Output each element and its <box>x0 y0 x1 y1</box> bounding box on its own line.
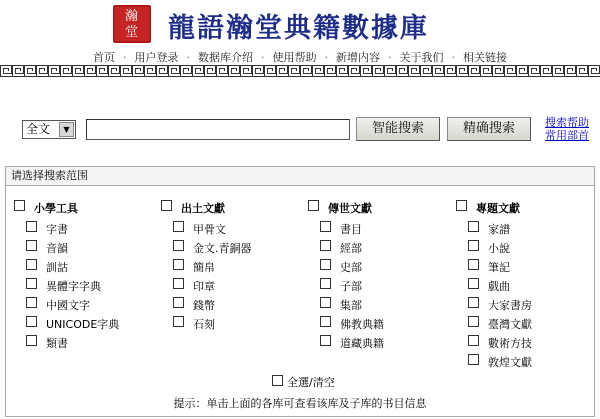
category-label[interactable]: 小學工具 <box>34 202 78 215</box>
category-label[interactable]: 傳世文獻 <box>328 202 372 215</box>
exact-search-button[interactable]: 精确搜索 <box>447 117 531 141</box>
subcategory-label[interactable]: UNICODE字典 <box>46 318 120 331</box>
logo-seal <box>113 5 151 43</box>
subcategory-checkbox[interactable] <box>468 316 479 327</box>
search-scope-select[interactable] <box>22 120 76 139</box>
subcategory-label[interactable]: 筆記 <box>488 261 510 274</box>
select-all-checkbox[interactable] <box>272 375 283 386</box>
search-help-link[interactable]: 搜索帮助 <box>545 116 589 129</box>
subcategory-checkbox[interactable] <box>320 316 331 327</box>
nav-related-links[interactable]: 相关链接 <box>463 51 507 64</box>
search-scope-panel <box>5 166 595 417</box>
category-checkbox[interactable] <box>161 200 172 211</box>
subcategory-label[interactable]: 金文.青銅器 <box>193 242 252 255</box>
subcategory-checkbox[interactable] <box>468 278 479 289</box>
category-checkbox[interactable] <box>308 200 319 211</box>
subcategory-label[interactable]: 大家書房 <box>488 299 532 312</box>
subcategory-checkbox[interactable] <box>320 221 331 232</box>
subcategory-label[interactable]: 石刻 <box>193 318 215 331</box>
dropdown-arrow-icon[interactable]: ▼ <box>59 122 74 137</box>
nav-separator: · <box>123 51 127 64</box>
subcategory-checkbox[interactable] <box>173 259 184 270</box>
category-checkbox[interactable] <box>456 200 467 211</box>
smart-search-button[interactable]: 智能搜索 <box>356 117 440 141</box>
subcategory-label[interactable]: 史部 <box>340 261 362 274</box>
scope-panel-title: 请选择搜索范围 <box>6 167 594 186</box>
subcategory-label[interactable]: 中國文字 <box>46 299 90 312</box>
subcategory-label[interactable]: 印章 <box>193 280 215 293</box>
subcategory-checkbox[interactable] <box>320 240 331 251</box>
nav-separator: · <box>261 51 265 64</box>
nav-separator: · <box>451 51 455 64</box>
subcategory-checkbox[interactable] <box>320 278 331 289</box>
nav-new-content[interactable]: 新增内容 <box>336 51 380 64</box>
category-label[interactable]: 專題文獻 <box>476 202 520 215</box>
header <box>0 0 600 48</box>
top-nav <box>0 49 600 65</box>
nav-separator: · <box>324 51 328 64</box>
nav-help[interactable]: 使用帮助 <box>272 51 317 64</box>
common-radicals-link[interactable]: 常用部首 <box>545 129 589 142</box>
subcategory-checkbox[interactable] <box>173 221 184 232</box>
subcategory-label[interactable]: 家譜 <box>488 223 510 236</box>
subcategory-checkbox[interactable] <box>26 335 37 346</box>
help-links <box>545 116 600 142</box>
subcategory-checkbox[interactable] <box>320 335 331 346</box>
nav-database-intro[interactable]: 数据库介绍 <box>198 51 253 64</box>
subcategory-checkbox[interactable] <box>468 297 479 308</box>
nav-home[interactable]: 首页 <box>93 51 115 64</box>
subcategory-label[interactable]: 書目 <box>340 223 362 236</box>
subcategory-label[interactable]: 子部 <box>340 280 362 293</box>
subcategory-checkbox[interactable] <box>26 316 37 327</box>
subcategory-checkbox[interactable] <box>468 354 479 365</box>
select-all-label[interactable]: 全選/清空 <box>287 376 335 389</box>
subcategory-label[interactable]: 佛教典籍 <box>340 318 384 331</box>
subcategory-checkbox[interactable] <box>468 259 479 270</box>
subcategory-label[interactable]: 臺灣文獻 <box>488 318 532 331</box>
hint-text: 提示：单击上面的各库可查看该库及子库的书目信息 <box>173 397 427 410</box>
subcategory-checkbox[interactable] <box>468 335 479 346</box>
subcategory-label[interactable]: 敦煌文獻 <box>488 356 532 369</box>
subcategory-label[interactable]: 甲骨文 <box>193 223 226 236</box>
nav-separator: · <box>186 51 190 64</box>
subcategory-label[interactable]: 錢幣 <box>193 299 215 312</box>
subcategory-checkbox[interactable] <box>26 278 37 289</box>
subcategory-checkbox[interactable] <box>173 316 184 327</box>
subcategory-label[interactable]: 道藏典籍 <box>340 337 384 350</box>
subcategory-checkbox[interactable] <box>173 240 184 251</box>
category-label[interactable]: 出土文獻 <box>181 202 225 215</box>
meander-pattern <box>0 65 600 77</box>
subcategory-label[interactable]: 異體字字典 <box>46 280 101 293</box>
site-title: 龍語瀚堂典籍數據庫 <box>168 13 429 44</box>
search-bar <box>0 117 600 147</box>
subcategory-label[interactable]: 訓詁 <box>46 261 68 274</box>
subcategory-label[interactable]: 戲曲 <box>488 280 510 293</box>
subcategory-label[interactable]: 字書 <box>46 223 68 236</box>
subcategory-checkbox[interactable] <box>26 259 37 270</box>
subcategory-label[interactable]: 集部 <box>340 299 362 312</box>
category-checkbox[interactable] <box>14 200 25 211</box>
subcategory-checkbox[interactable] <box>173 297 184 308</box>
subcategory-checkbox[interactable] <box>173 278 184 289</box>
nav-login[interactable]: 用户登录 <box>134 51 179 64</box>
subcategory-label[interactable]: 小說 <box>488 242 510 255</box>
subcategory-checkbox[interactable] <box>468 240 479 251</box>
meander-border <box>0 65 600 77</box>
subcategory-label[interactable]: 簡帛 <box>193 261 215 274</box>
subcategory-checkbox[interactable] <box>320 259 331 270</box>
subcategory-checkbox[interactable] <box>26 240 37 251</box>
search-scope-value: 全文 <box>26 122 51 136</box>
nav-about[interactable]: 关于我们 <box>399 51 444 64</box>
subcategory-checkbox[interactable] <box>320 297 331 308</box>
subcategory-checkbox[interactable] <box>26 221 37 232</box>
subcategory-label[interactable]: 經部 <box>340 242 362 255</box>
seal-char-1: 瀚 <box>124 9 139 24</box>
subcategory-label[interactable]: 類書 <box>46 337 68 350</box>
search-input[interactable] <box>86 119 350 140</box>
nav-separator: · <box>388 51 392 64</box>
subcategory-checkbox[interactable] <box>468 221 479 232</box>
subcategory-label[interactable]: 音韻 <box>46 242 68 255</box>
subcategory-checkbox[interactable] <box>26 297 37 308</box>
subcategory-label[interactable]: 數術方技 <box>488 337 532 350</box>
seal-char-2: 堂 <box>124 25 139 40</box>
